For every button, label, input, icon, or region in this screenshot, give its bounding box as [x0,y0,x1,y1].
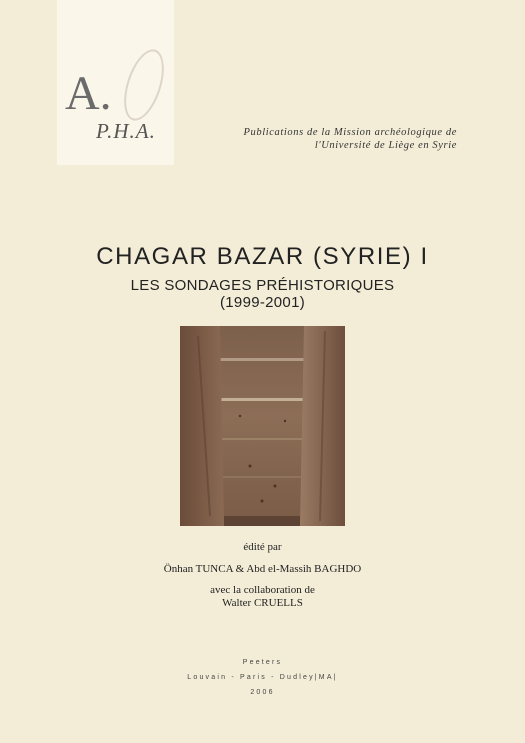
series-line-1: Publications de la Mission archéologique de [243,127,457,138]
collaborator: Walter CRUELLS [222,597,303,609]
excavation-photo [180,326,345,526]
series-statement [197,126,457,152]
logo-letters: P.H.A. [96,119,156,143]
book-dates: (1999-2001) [219,294,306,311]
series-line-2: l'Université de Liège en Syrie [314,140,457,151]
publisher-cities: Louvain - Paris - Dudley|MA| [187,674,338,681]
logo-initial: A. [65,67,112,120]
book-title: CHAGAR BAZAR (SYRIE) I [96,243,429,270]
publication-year: 2006 [250,689,275,696]
editors: Önhan TUNCA & Abd el-Massih BAGHDO [163,563,362,575]
collaboration-label: avec la collaboration de [210,584,315,596]
book-subtitle: LES SONDAGES PRÉHISTORIQUES [130,277,395,294]
publisher-name: Peeters [242,659,283,666]
edited-by-label: édité par [243,541,282,553]
publisher-imprint [0,655,525,700]
logo-ring [116,45,171,126]
book-subtitle-block [0,277,525,311]
publisher-logo [57,0,174,165]
